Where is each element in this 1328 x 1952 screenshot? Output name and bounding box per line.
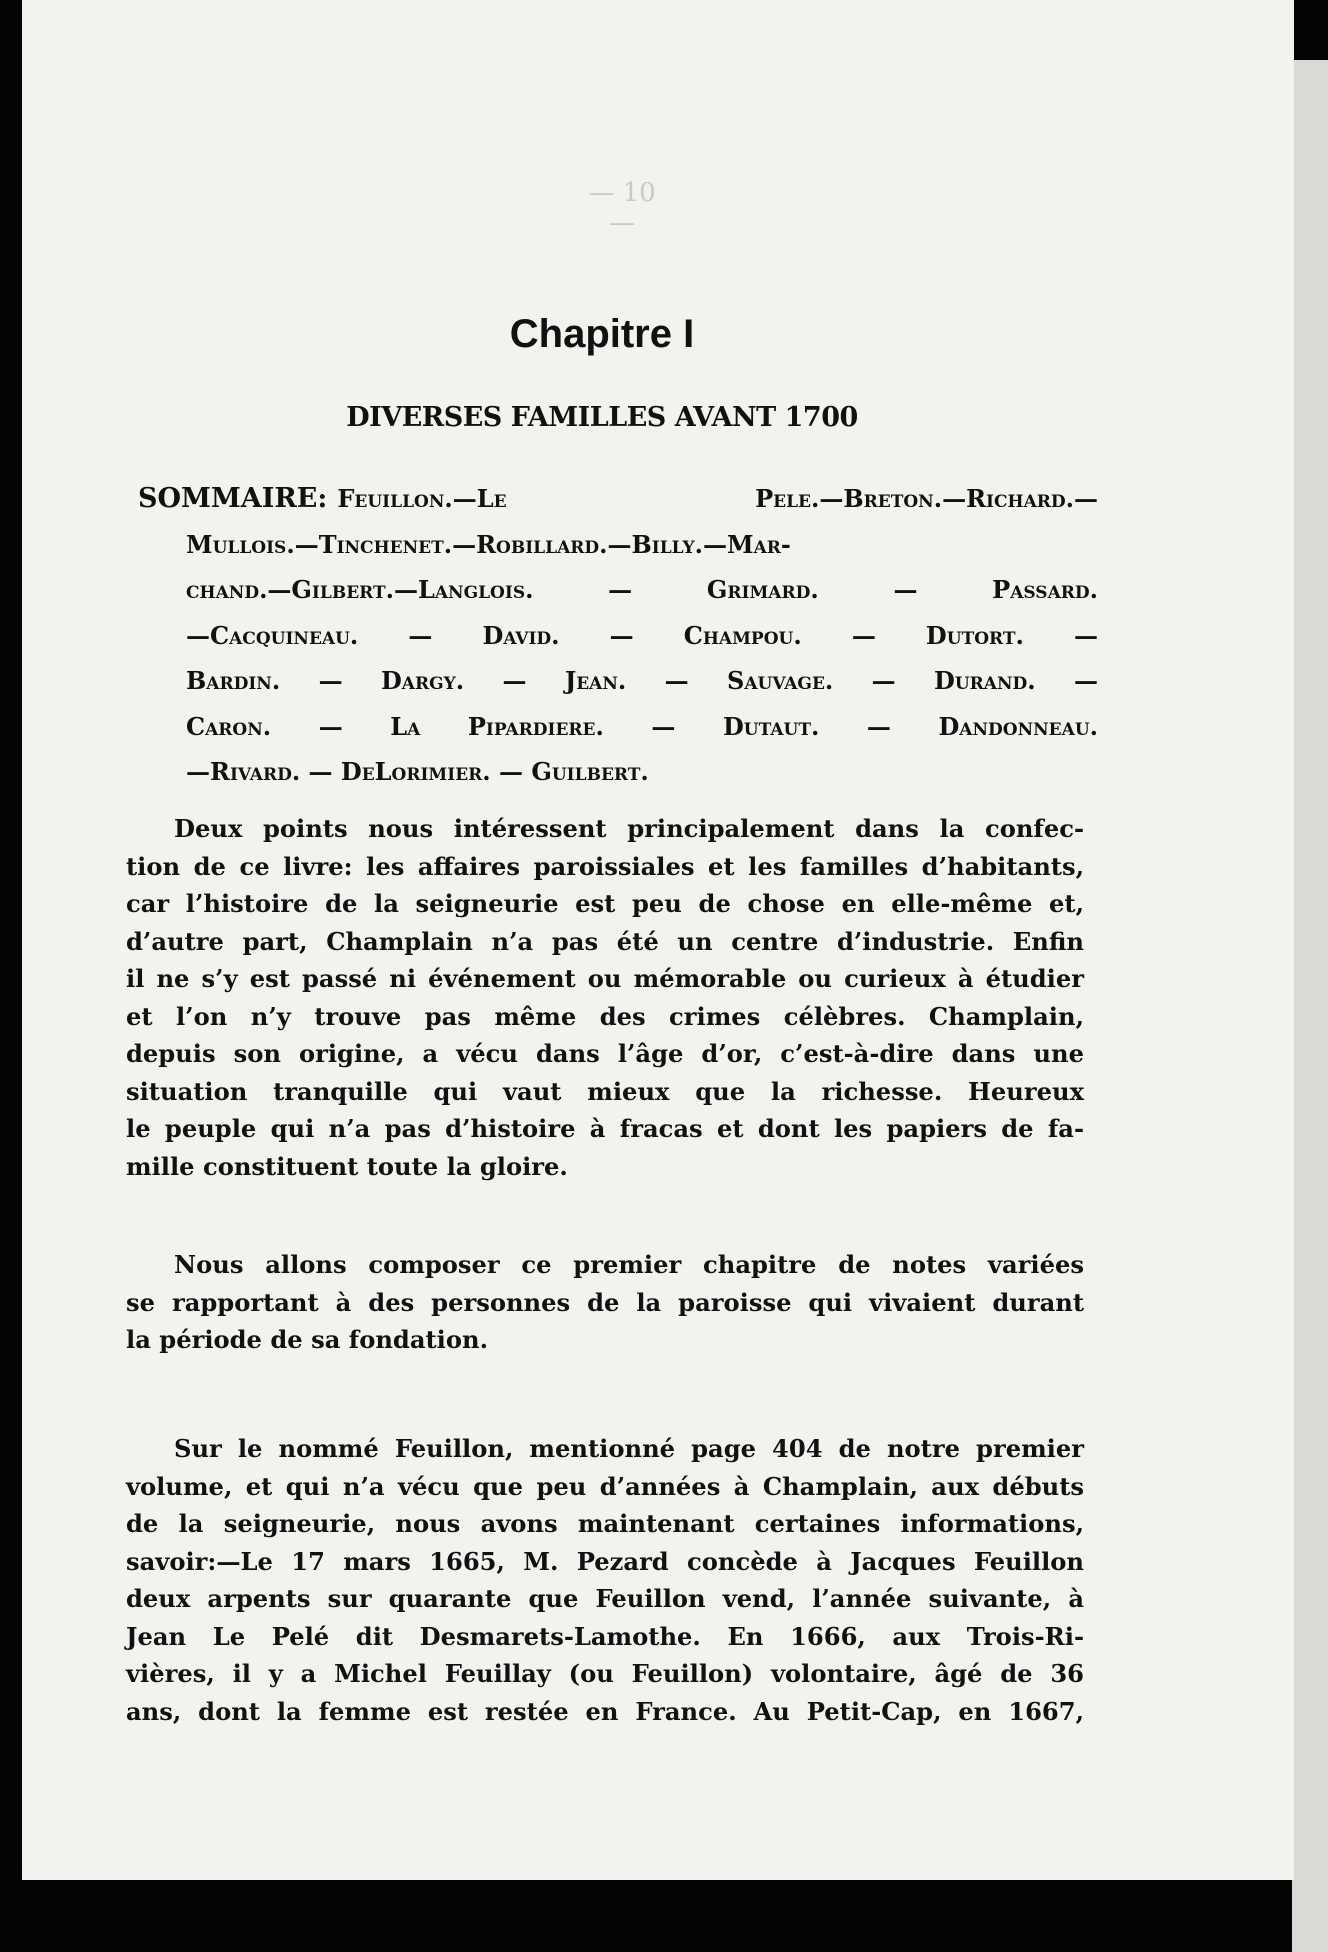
chapter-summary [138, 476, 1098, 795]
summary-line: chand.—Gilbert.—Langlois. — Grimard. — Passard. [186, 575, 1098, 604]
text-line: vières, il y a Michel Feuillay (ou Feuillon) volontaire, âgé de 36 [126, 1659, 1084, 1688]
text-line: se rapportant à des personnes de la paroisse qui vivaient durant [126, 1287, 1084, 1317]
text-line: Jean Le Pelé dit Desmarets-Lamothe. En 1666, aux Trois-Ri- [126, 1621, 1084, 1651]
text-line: Deux points nous intéressent principalement dans la confec- [174, 814, 1084, 843]
paragraph-1 [126, 810, 1084, 1185]
paragraph-2 [126, 1246, 1084, 1359]
summary-line: —Rivard. — DeLorimier. — Guilbert. [186, 757, 649, 786]
chapter-title: Chapitre I [509, 312, 695, 356]
text-line: et l’on n’y trouve pas même des crimes célèbres. Champlain, [126, 1001, 1084, 1031]
text-line: la période de sa fondation. [126, 1325, 489, 1354]
summary-line: —Cacquineau. — David. — Champou. — Dutort. — [186, 620, 1098, 650]
summary-line: Mullois.—Tinchenet.—Robillard.—Billy.—Mar- [186, 529, 791, 559]
section-title: DIVERSES FAMILLES AVANT 1700 [346, 402, 858, 433]
text-line: mille constituent toute la gloire. [126, 1151, 568, 1181]
text-line: tion de ce livre: les affaires paroissiales et les familles d’habitants, [126, 851, 1084, 881]
text-line: deux arpents sur quarante que Feuillon vend, l’année suivante, à [126, 1584, 1084, 1613]
summary-line: Caron. — La Pipardiere. — Dutaut. — Dandonneau. [186, 711, 1098, 741]
text-line: de la seigneurie, nous avons maintenant certaines informations, [126, 1509, 1084, 1538]
text-line: savoir:—Le 17 mars 1665, M. Pezard concède à Jacques Feuillon [126, 1546, 1084, 1576]
text-line: situation tranquille qui vaut mieux que la richesse. Heureux [126, 1076, 1084, 1106]
paragraph-3 [126, 1430, 1084, 1730]
text-line: car l’histoire de la seigneurie est peu de chose en elle-même et, [126, 889, 1084, 918]
text-line: Nous allons composer ce premier chapitre de notes variées [174, 1250, 1084, 1279]
text-line: Sur le nommé Feuillon, mentionné page 404 de notre premier [174, 1434, 1084, 1463]
book-page [22, 0, 1294, 1880]
summary-line [138, 476, 1098, 522]
text-line: d’autre part, Champlain n’a pas été un centre d’industrie. Enfin [126, 926, 1084, 956]
summary-names: Feuillon.—Le Pele.—Breton.—Richard.— [337, 484, 1098, 513]
summary-label: SOMMAIRE: [138, 483, 328, 514]
adjacent-page-edge [1292, 60, 1328, 1952]
text-line: ans, dont la femme est restée en France. Au Petit-Cap, en 1667, [126, 1696, 1084, 1726]
page-number: — 10 — [588, 178, 656, 238]
summary-line: Bardin. — Dargy. — Jean. — Sauvage. — Durand. — [186, 666, 1098, 695]
text-line: depuis son origine, a vécu dans l’âge d’or, c’est-à-dire dans une [126, 1039, 1084, 1068]
text-line: il ne s’y est passé ni événement ou mémorable ou curieux à étudier [126, 964, 1084, 993]
text-line: le peuple qui n’a pas d’histoire à fracas et dont les papiers de fa- [126, 1114, 1084, 1143]
text-line: volume, et qui n’a vécu que peu d’années à Champlain, aux débuts [126, 1471, 1084, 1501]
